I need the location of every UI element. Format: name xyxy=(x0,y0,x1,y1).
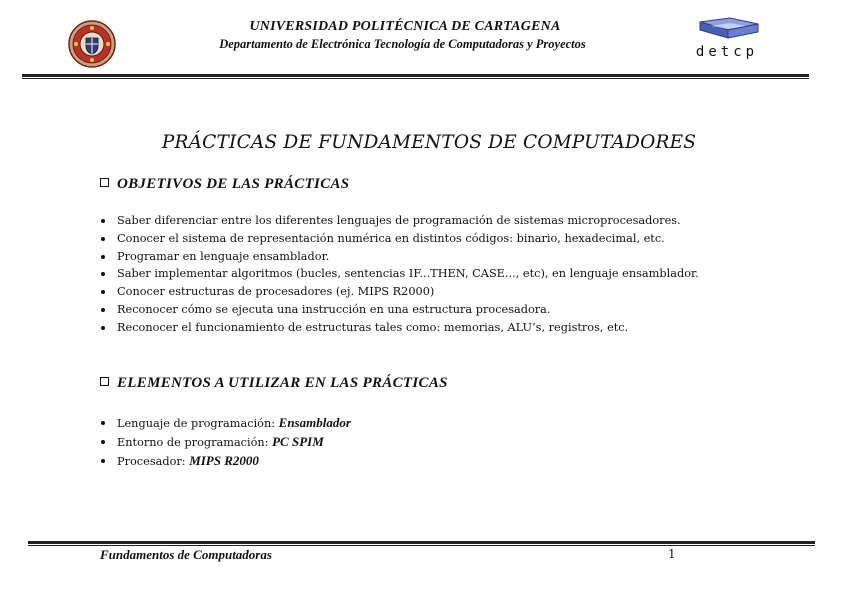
checkbox-square-icon xyxy=(100,377,109,386)
elements-list xyxy=(100,414,351,470)
list-item: Reconocer cómo se ejecuta una instrucción en una estructura procesadora. xyxy=(100,301,699,319)
list-item: Reconocer el funcionamiento de estructuras tales como: memorias, ALU’s, registros, etc. xyxy=(100,319,699,337)
element-label: Lenguaje de programación: xyxy=(117,417,279,430)
page-header xyxy=(0,0,848,80)
elements-heading xyxy=(100,375,448,392)
objectives-heading-text: OBJETIVOS DE LAS PRÁCTICAS xyxy=(117,176,350,192)
footer-rule-thin xyxy=(28,545,815,546)
checkbox-square-icon xyxy=(100,178,109,187)
element-value: PC SPIM xyxy=(272,433,324,449)
page-title: PRÁCTICAS DE FUNDAMENTOS DE COMPUTADORES xyxy=(161,132,697,153)
list-item xyxy=(100,414,351,433)
header-rule-thin xyxy=(22,78,809,79)
elements-heading-text: ELEMENTOS A UTILIZAR EN LAS PRÁCTICAS xyxy=(117,375,448,391)
element-value: Ensamblador xyxy=(278,415,351,430)
list-item: Conocer estructuras de procesadores (ej. MIPS R2000) xyxy=(100,283,699,301)
footer-rule-thick xyxy=(28,541,815,544)
department-name: Departamento de Electrónica Tecnología de Computadoras y Proyectos xyxy=(219,37,586,51)
detcp-logo-text: detcp xyxy=(695,44,759,60)
header-rule-thick xyxy=(22,74,809,77)
element-label: Procesador: xyxy=(117,454,190,468)
footer-page-number: 1 xyxy=(668,547,676,561)
list-item: Conocer el sistema de representación numérica en distintos códigos: binario, hexadecimal, etc. xyxy=(100,230,699,248)
list-item xyxy=(100,452,351,471)
objectives-list xyxy=(100,212,699,337)
university-name: UNIVERSIDAD POLITÉCNICA DE CARTAGENA xyxy=(249,19,561,34)
footer-course-name: Fundamentos de Computadoras xyxy=(100,547,272,562)
list-item: Programar en lenguaje ensamblador. xyxy=(100,248,699,266)
element-value: MIPS R2000 xyxy=(189,452,259,468)
list-item xyxy=(100,433,351,452)
list-item: Saber diferenciar entre los diferentes lenguajes de programación de sistemas microprocesadores. xyxy=(100,212,699,230)
list-item: Saber implementar algoritmos (bucles, sentencias IF...THEN, CASE..., etc), en lenguaje ensamblador. xyxy=(100,265,699,283)
university-seal-icon xyxy=(68,20,116,68)
element-label: Entorno de programación: xyxy=(117,435,273,449)
objectives-heading xyxy=(100,176,349,193)
